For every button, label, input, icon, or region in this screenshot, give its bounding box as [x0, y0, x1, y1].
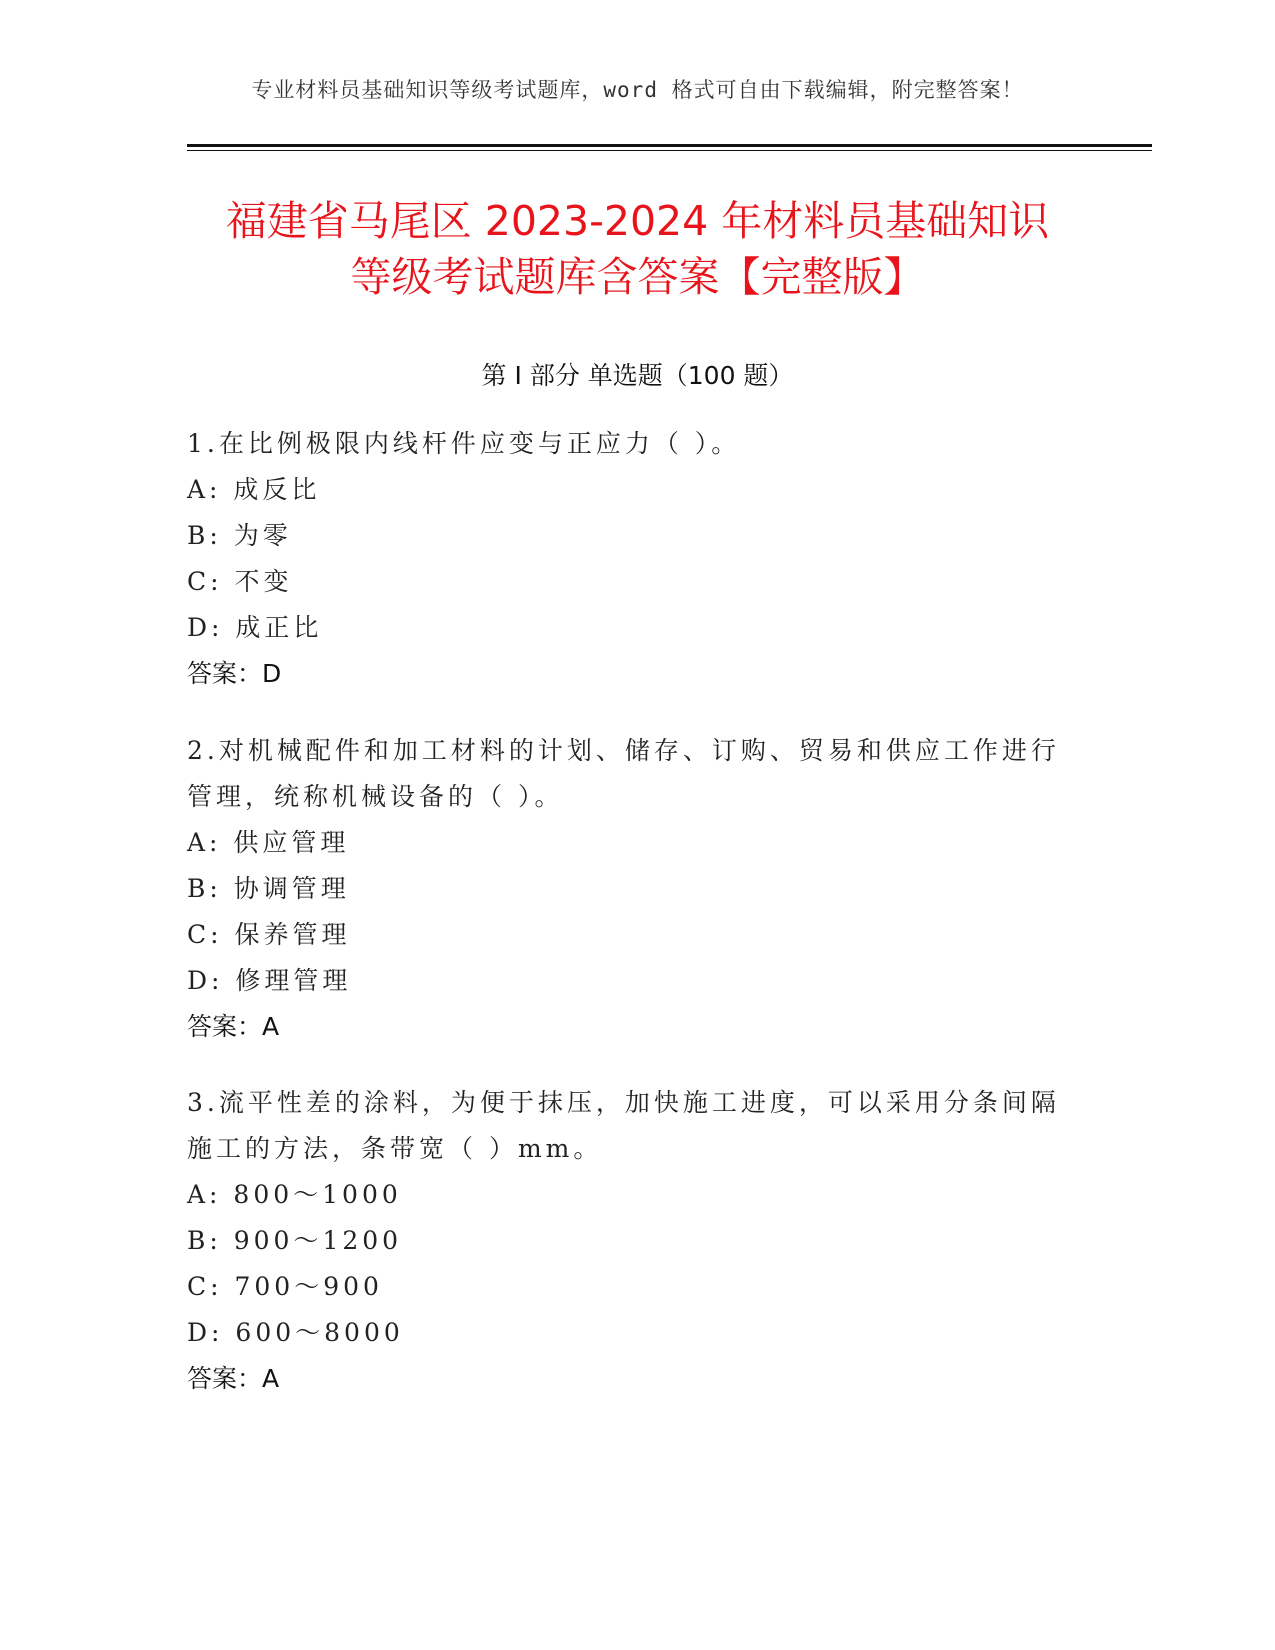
option-a: A: 成反比: [187, 475, 321, 504]
question-3: [187, 1080, 1067, 1402]
option-d: D: 成正比: [187, 613, 323, 642]
option-c: C: 保养管理: [187, 920, 351, 949]
answer: 答案：A: [187, 1364, 280, 1393]
header-note: 专业材料员基础知识等级考试题库，word 格式可自由下载编辑，附完整答案！: [251, 78, 1024, 102]
answer: 答案：D: [187, 659, 282, 688]
question-stem: 3.流平性差的涂料，为便于抹压，加快施工进度，可以采用分条间隔施工的方法，条带宽（ ）mm。: [187, 1088, 1060, 1163]
option-a: A: 供应管理: [187, 828, 350, 857]
question-1: [187, 421, 1067, 697]
question-2: [187, 728, 1067, 1050]
question-stem: 1.在比例极限内线杆件应变与正应力（ ）。: [187, 429, 741, 458]
answer: 答案：A: [187, 1012, 280, 1041]
option-a: A: 800～1000: [187, 1180, 402, 1209]
option-d: D: 修理管理: [187, 966, 352, 995]
header-divider-thick: [187, 144, 1152, 147]
document-title-line2: 等级考试题库含答案【完整版】: [350, 253, 925, 301]
header-divider-thin: [187, 150, 1152, 151]
section-title: 第 I 部分 单选题（100 题）: [481, 361, 794, 390]
option-b: B: 900～1200: [187, 1226, 403, 1255]
document-title-line1: 福建省马尾区 2023-2024 年材料员基础知识: [225, 197, 1050, 245]
option-c: C: 700～900: [187, 1272, 383, 1301]
document-title: [150, 193, 1125, 305]
option-c: C: 不变: [187, 567, 293, 596]
option-d: D: 600～8000: [187, 1318, 404, 1347]
option-b: B: 协调管理: [187, 874, 350, 903]
question-stem: 2.对机械配件和加工材料的计划、储存、订购、贸易和供应工作进行管理，统称机械设备的（ ）。: [187, 736, 1060, 811]
option-b: B: 为零: [187, 521, 292, 550]
